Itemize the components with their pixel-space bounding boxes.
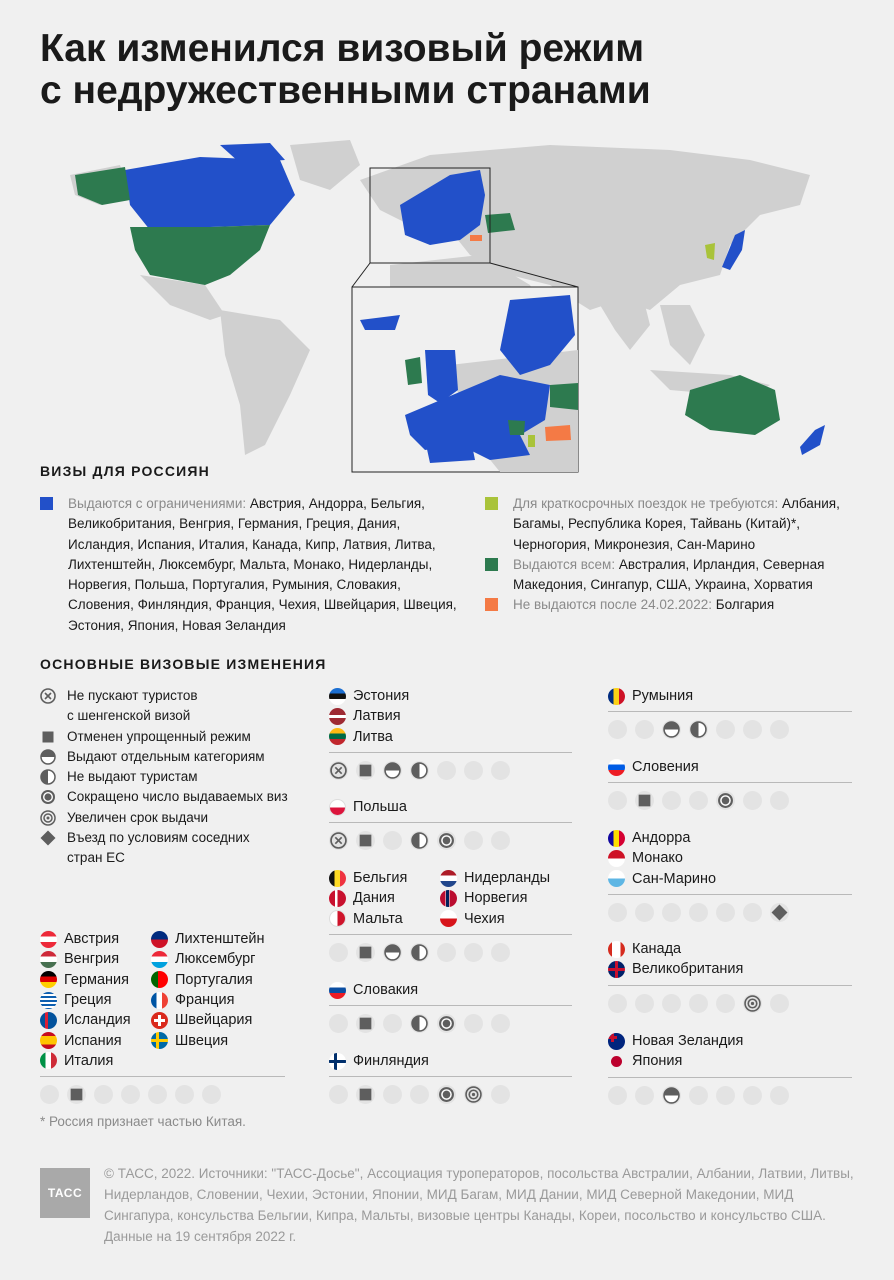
country-san-marino: Сан-Марино [608, 869, 852, 889]
flag-finland-icon [329, 1053, 346, 1070]
half-horizontal-icon [663, 721, 680, 738]
divider [608, 782, 852, 783]
map-canada [125, 157, 295, 230]
map-new-zealand [800, 425, 825, 455]
square-icon [636, 792, 653, 809]
filled-ring-icon [438, 1015, 455, 1032]
group-baltic [329, 686, 572, 780]
flag-denmark-icon [329, 890, 346, 907]
flag-latvia-icon [329, 708, 346, 725]
half-vertical-icon [411, 762, 428, 779]
changes-row [608, 720, 852, 739]
filled-ring-icon [438, 832, 455, 849]
divider [608, 1077, 852, 1078]
symbol-row-half-h: Выдают отдельным категориям [40, 747, 310, 767]
changes-row [608, 1086, 852, 1105]
half-vertical-icon [690, 721, 707, 738]
flag-portugal-icon [151, 971, 168, 988]
country-norway: Норвегия [440, 888, 550, 908]
group-slovakia [329, 980, 572, 1033]
diamond-icon [771, 904, 788, 921]
half-vertical-icon [411, 832, 428, 849]
country-netherlands: Нидерланды [440, 868, 550, 888]
half-vertical-icon [411, 1015, 428, 1032]
filled-ring-icon [40, 789, 56, 805]
swatch-green [485, 558, 498, 571]
flag-greece-icon [40, 992, 57, 1009]
group-slovenia [608, 757, 852, 810]
country-luxembourg: Люксембург [151, 949, 265, 969]
country-austria: Австрия [40, 929, 151, 949]
country-estonia: Эстония [329, 686, 572, 706]
changes-row [329, 1085, 572, 1104]
tass-logo: ТАСС [40, 1168, 90, 1218]
divider [329, 1076, 572, 1077]
legend-left [40, 494, 460, 636]
flag-japan-icon [608, 1053, 625, 1070]
country-new-zealand: Новая Зеландия [608, 1031, 852, 1051]
square-icon [357, 1086, 374, 1103]
swatch-blue [40, 497, 53, 510]
country-lithuania: Литва [329, 727, 572, 747]
country-germany: Германия [40, 970, 151, 990]
country-poland: Польша [329, 797, 572, 817]
flag-czechia-icon [440, 910, 457, 927]
flag-liechtenstein-icon [151, 931, 168, 948]
changes-row [608, 994, 852, 1013]
divider [329, 1005, 572, 1006]
country-latvia: Латвия [329, 706, 572, 726]
divider [608, 711, 852, 712]
x-circle-icon [330, 832, 347, 849]
square-icon [357, 762, 374, 779]
country-finland: Финляндия [329, 1051, 572, 1071]
divider [608, 985, 852, 986]
symbol-row-half-v: Не выдают туристам [40, 767, 310, 787]
flag-austria-icon [40, 931, 57, 948]
x-circle-icon [330, 762, 347, 779]
country-andorra: Андорра [608, 828, 852, 848]
changes-row [608, 903, 852, 922]
country-italy: Италия [40, 1051, 151, 1071]
symbol-legend [40, 686, 310, 869]
visas-heading: ВИЗЫ ДЛЯ РОССИЯН [40, 463, 210, 479]
country-sweden: Швеция [151, 1030, 265, 1050]
footnote: * Россия признает частью Китая. [40, 1114, 246, 1129]
filled-ring-icon [717, 792, 734, 809]
country-spain: Испания [40, 1030, 151, 1050]
symbol-row-square: Отменен упрощенный режим [40, 727, 310, 747]
country-switzerland: Швейцария [151, 1010, 265, 1030]
group-benelux [329, 868, 572, 962]
divider [40, 1076, 285, 1077]
half-vertical-icon [40, 769, 56, 785]
flag-switzerland-icon [151, 1012, 168, 1029]
flag-germany-icon [40, 971, 57, 988]
map-bulgaria [470, 235, 482, 241]
legend-issued-all: Выдаются всем: Австралия, Ирландия, Северная Македония, Сингапур, США, Украина, Хорватия [485, 555, 865, 596]
group-andorra [608, 828, 852, 922]
flag-italy-icon [40, 1052, 57, 1069]
map-usa [130, 225, 270, 285]
flag-norway-icon [440, 890, 457, 907]
page-title [40, 28, 840, 112]
target-icon [744, 995, 761, 1012]
flag-netherlands-icon [440, 870, 457, 887]
swatch-orange [485, 598, 498, 611]
swatch-light-green [485, 497, 498, 510]
country-monaco: Монако [608, 848, 852, 868]
divider [329, 752, 572, 753]
group-nz [608, 1031, 852, 1105]
country-iceland: Исландия [40, 1010, 151, 1030]
square-icon [357, 832, 374, 849]
divider [329, 934, 572, 935]
flag-new-zealand-icon [608, 1033, 625, 1050]
flag-san-marino-icon [608, 870, 625, 887]
legend-short-trip: Для краткосрочных поездок не требуются: Албания, Багамы, Республика Корея, Тайвань (Китай)*, Черногория, Микронезия, Сан-Марино [485, 494, 865, 555]
flag-slovakia-icon [329, 982, 346, 999]
country-slovakia: Словакия [329, 980, 572, 1000]
legend-right [485, 494, 865, 616]
title-line-1: Как изменился визовый режим [40, 27, 645, 70]
flag-luxembourg-icon [151, 951, 168, 968]
half-vertical-icon [411, 944, 428, 961]
changes-row [608, 791, 852, 810]
country-japan: Япония [608, 1051, 852, 1071]
country-france: Франция [151, 990, 265, 1010]
europe-inset [352, 287, 578, 472]
target-icon [465, 1086, 482, 1103]
target-icon [40, 810, 56, 826]
country-malta: Мальта [329, 909, 440, 929]
filled-ring-icon [438, 1086, 455, 1103]
group-western [40, 929, 285, 1104]
square-icon [68, 1086, 85, 1103]
flag-spain-icon [40, 1032, 57, 1049]
flag-slovenia-icon [608, 759, 625, 776]
flag-canada-icon [608, 941, 625, 958]
square-icon [357, 944, 374, 961]
flag-france-icon [151, 992, 168, 1009]
country-slovenia: Словения [608, 757, 852, 777]
world-map [30, 135, 860, 475]
changes-row [40, 1085, 285, 1104]
half-horizontal-icon [663, 1087, 680, 1104]
group-finland [329, 1051, 572, 1104]
group-canada [608, 939, 852, 1013]
title-line-2: с недружественными странами [40, 69, 651, 112]
country-portugal: Португалия [151, 970, 265, 990]
symbol-row-ring: Сокращено число выдаваемых виз [40, 787, 310, 807]
half-horizontal-icon [40, 749, 56, 765]
divider [329, 822, 572, 823]
flag-malta-icon [329, 910, 346, 927]
x-circle-icon [40, 688, 56, 704]
flag-uk-icon [608, 961, 625, 978]
country-czechia: Чехия [440, 909, 550, 929]
country-canada: Канада [608, 939, 852, 959]
changes-row [329, 831, 572, 850]
country-uk: Великобритания [608, 959, 852, 979]
flag-poland-icon [329, 799, 346, 816]
country-belgium: Бельгия [329, 868, 440, 888]
flag-andorra-icon [608, 830, 625, 847]
square-icon [40, 729, 56, 745]
country-liechtenstein: Лихтенштейн [151, 929, 265, 949]
legend-not-issued: Не выдаются после 24.02.2022: Болгария [485, 595, 865, 615]
flag-lithuania-icon [329, 728, 346, 745]
group-poland [329, 797, 572, 850]
symbol-row-diamond: Въезд по условиям соседних стран ЕС [40, 828, 310, 869]
country-hungary: Венгрия [40, 949, 151, 969]
credits: © ТАСС, 2022. Источники: "ТАСС-Досье", Ассоциация туроператоров, посольства Австралии, Албании, Латвии, Литвы, Нидерландов, Словении, Чехии, Эстонии, Японии, МИД Багам, МИД Дании, МИД Северной Македонии, МИД Сингапура, консульства Бельгии, Кипра, Мальты, визовые центры Канады, Кореи, посольство и консульство США. Данные на 19 сентября 2022 г. [104, 1166, 854, 1244]
flag-iceland-icon [40, 1012, 57, 1029]
flag-estonia-icon [329, 688, 346, 705]
flag-belgium-icon [329, 870, 346, 887]
legend-restricted: Выдаются с ограничениями: Австрия, Андорра, Бельгия, Великобритания, Венгрия, Германия, Греция, Дания, Исландия, Испания, Италия, Канада, Кипр, Латвия, Литва, Лихтенштейн, Люксембург, Мальта, Монако, Нидерланды, Норвегия, Польша, Португалия, Румыния, Словакия, Словения, Финляндия, Франция, Чехия, Швейцария, Швеция, Эстония, Япония, Новая Зеландия [40, 494, 460, 636]
country-romania: Румыния [608, 686, 852, 706]
country-greece: Греция [40, 990, 151, 1010]
diamond-icon [40, 830, 56, 846]
divider [608, 894, 852, 895]
country-denmark: Дания [329, 888, 440, 908]
changes-row [329, 943, 572, 962]
group-romania [608, 686, 852, 739]
half-horizontal-icon [384, 762, 401, 779]
half-horizontal-icon [384, 944, 401, 961]
flag-romania-icon [608, 688, 625, 705]
symbol-row-target: Увеличен срок выдачи [40, 808, 310, 828]
flag-monaco-icon [608, 850, 625, 867]
changes-row [329, 761, 572, 780]
changes-heading: ОСНОВНЫЕ ВИЗОВЫЕ ИЗМЕНЕНИЯ [40, 656, 327, 672]
square-icon [357, 1015, 374, 1032]
symbol-row-x: Не пускают туристов с шенгенской визой [40, 686, 310, 727]
changes-row [329, 1014, 572, 1033]
flag-hungary-icon [40, 951, 57, 968]
flag-sweden-icon [151, 1032, 168, 1049]
